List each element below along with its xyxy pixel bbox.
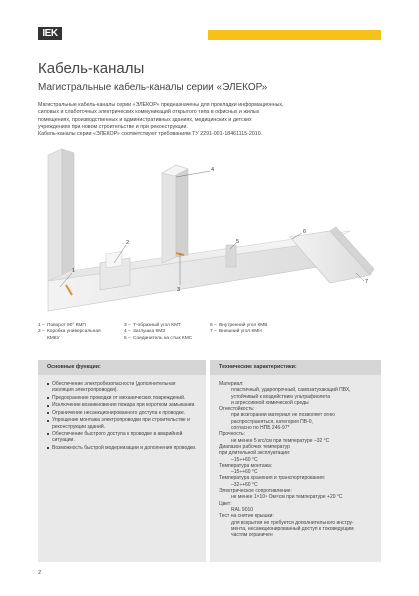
intro-line: учреждениях при новом строительстве и при реконструкции.: [38, 123, 188, 130]
list-item: Упрощение монтажа электропроводки при строительстве и реконструкции зданий.: [47, 417, 197, 430]
spec-value: –32÷+60 °С: [231, 481, 258, 488]
spec-value: не менее 5 кгс/см при температуре –32 °С: [231, 437, 330, 444]
spec-label: Цвет:: [219, 500, 232, 507]
list-item: Исключение возникновения пожара при коротком замыкании.: [47, 402, 197, 408]
page-subtitle: Магистральные кабель-каналы серии «ЭЛЕКОР»: [38, 82, 268, 93]
list-item: Обеспечение быстрого доступа к проводке в аварийной ситуации.: [47, 431, 197, 444]
spec-value: распространяться, категория ПВ-0,: [231, 418, 313, 425]
specs-list: [210, 375, 381, 538]
spec-value: согласно по НПБ 246-97*: [231, 425, 290, 432]
legend-item: 3 – Т-образный угол КМТ: [124, 323, 181, 328]
spec-label: Прочность:: [219, 431, 245, 438]
legend-column: [124, 323, 192, 342]
list-item: Ограничение несанкционированного доступа к проводке.: [47, 410, 197, 416]
intro-paragraph: [38, 102, 333, 138]
callout-5: 5: [236, 239, 240, 245]
legend-item: 2 – Коробка универсальная: [38, 329, 101, 335]
spec-label: Огнестойкость:: [219, 406, 255, 413]
legend-item: 5 – Соединитель на стык КМС: [124, 335, 193, 341]
spec-value: –15÷+60 °С: [231, 469, 258, 476]
list-item: Предохранение проводки от механических повреждений.: [47, 395, 197, 401]
spec-value: частям ограничен: [231, 532, 273, 539]
legend-column: [38, 323, 101, 342]
intro-line: помещениях, производственных и административных зданиях, медицинских и детских: [38, 116, 252, 123]
header-accent-bar: [208, 30, 381, 40]
intro-line: Кабель-каналы серии «ЭЛЕКОР» соответствуют требованиям ТУ 2291-001-18461115-2010.: [38, 131, 263, 138]
page-number: 2: [38, 570, 42, 576]
spec-label: Температура монтажа:: [219, 462, 273, 469]
spec-label: Диапазон рабочих температур: [219, 443, 290, 450]
functions-panel: [38, 360, 206, 562]
legend-item: КМКУ: [47, 335, 60, 341]
callout-1: 1: [72, 268, 76, 274]
spec-label: Материал:: [219, 381, 244, 387]
spec-value: и агрессивной химической среды: [231, 399, 309, 406]
functions-heading: Основные функции:: [38, 360, 206, 375]
callout-6: 6: [303, 229, 307, 235]
spec-label: Электрическое сопротивление:: [219, 488, 292, 495]
legend-item: 7 – Внешний угол КМН: [210, 329, 262, 335]
spec-value: устойчивый к воздействию ультрафиолета: [231, 393, 331, 400]
cable-channel-illustration: [30, 145, 390, 325]
intro-line: Магистральные кабель-каналы серии «ЭЛЕКОР» предназначены для прокладки информационных,: [38, 102, 284, 108]
logo-text: IEK: [38, 27, 62, 40]
spec-value: мента, несанкционированный доступ к токоведущим: [231, 525, 354, 532]
callout-4: 4: [211, 167, 215, 173]
spec-value: пластичный, ударопрочный, самозатухающий ПВХ,: [231, 387, 351, 394]
spec-value: для вскрытия не требуется дополнительного инстру-: [231, 519, 354, 526]
specs-panel: [210, 360, 381, 562]
callout-2: 2: [126, 240, 130, 246]
legend-item: 1 – Поворот 90° КМП: [38, 323, 86, 328]
spec-label: Тест на снятие крышки:: [219, 513, 274, 520]
spec-label: Температура хранения и транспортирования:: [219, 475, 326, 482]
page-title: Кабель-каналы: [38, 60, 145, 77]
legend-column: [210, 323, 268, 336]
callout-3: 3: [177, 287, 181, 293]
spec-value: RAL 9010: [231, 506, 254, 513]
spec-value: при возгорании материал не позволяет огню: [231, 412, 335, 419]
spec-value: –15÷+60 °С: [231, 456, 258, 463]
iek-logo: [38, 27, 62, 40]
spec-label: при длительной эксплуатации:: [219, 450, 291, 457]
legend-item: 4 – Заглушка КМЗ: [124, 329, 166, 335]
list-item: Обеспечение электробезопасности (дополнительная изоляция электропроводки).: [47, 381, 197, 394]
callout-7: 7: [365, 279, 369, 285]
list-item: Возможность быстрой модернизации и дополнения проводки.: [47, 445, 197, 451]
spec-value: не менее 1×10⁹ Ом×см при температуре +20 °С: [231, 494, 343, 501]
legend-item: 6 – Внутренний угол КМВ: [210, 323, 268, 328]
intro-line: силовых и слаботочных электрических коммуникаций открытого типа в офисных и жилых: [38, 109, 260, 116]
functions-list: [38, 375, 206, 451]
specs-heading: Технические характеристики:: [210, 360, 381, 375]
